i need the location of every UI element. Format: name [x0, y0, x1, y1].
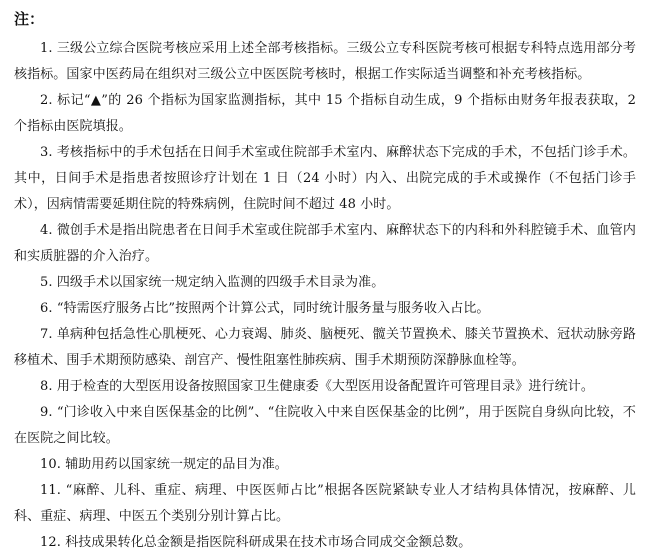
note-item-1: 1. 三级公立综合医院考核应采用上述全部考核指标。三级公立专科医院考核可根据专科特点选用部分考核指标。国家中医药局在组织对三级公立中医医院考核时，根据工作实际适当调整和补充考核指标。 [14, 41, 636, 82]
note-item-9: 9. “门诊收入中来自医保基金的比例”、“住院收入中来自医保基金的比例”，用于医院自身纵向比较，不在医院之间比较。 [14, 405, 636, 446]
note-item-6: 6. “特需医疗服务占比”按照两个计算公式，同时统计服务量与服务收入占比。 [40, 301, 490, 316]
note-item-2: 2. 标记“▲”的 26 个指标为国家监测指标，其中 15 个指标自动生成，9 个指标由财务年报表获取，2 个指标由医院填报。 [14, 93, 636, 134]
notes-heading: 注： [14, 10, 45, 28]
note-item-7: 7. 单病种包括急性心肌梗死、心力衰竭、肺炎、脑梗死、髋关节置换术、膝关节置换术、冠状动脉旁路移植术、围手术期预防感染、剖宫产、慢性阻塞性肺疾病、围手术期预防深静脉血栓等。 [14, 327, 636, 368]
note-item-4: 4. 微创手术是指出院患者在日间手术室或住院部手术室内、麻醉状态下的内科和外科腔镜手术、血管内和实质脏器的介入治疗。 [14, 223, 636, 264]
note-item-8: 8. 用于检查的大型医用设备按照国家卫生健康委《大型医用设备配置许可管理目录》进行统计。 [40, 379, 594, 394]
note-item-5: 5. 四级手术以国家统一规定纳入监测的四级手术目录为准。 [40, 275, 385, 290]
notes-list [14, 36, 636, 556]
note-item-3: 3. 考核指标中的手术包括在日间手术室或住院部手术室内、麻醉状态下完成的手术，不包括门诊手术。其中，日间手术是指患者按照诊疗计划在 1 日（24 小时）内入、出院完成的手术或操作（不包括门诊手术），因病情需要延期住院的特殊病例，住院时间不超过 48 小时。 [14, 145, 636, 212]
note-item-11: 11. “麻醉、儿科、重症、病理、中医医师占比”根据各医院紧缺专业人才结构具体情况，按麻醉、儿科、重症、病理、中医五个类别分别计算占比。 [14, 483, 636, 524]
note-item-10: 10. 辅助用药以国家统一规定的品目为准。 [40, 457, 288, 472]
note-item-12: 12. 科技成果转化总金额是指医院科研成果在技术市场合同成交金额总数。 [40, 535, 472, 550]
